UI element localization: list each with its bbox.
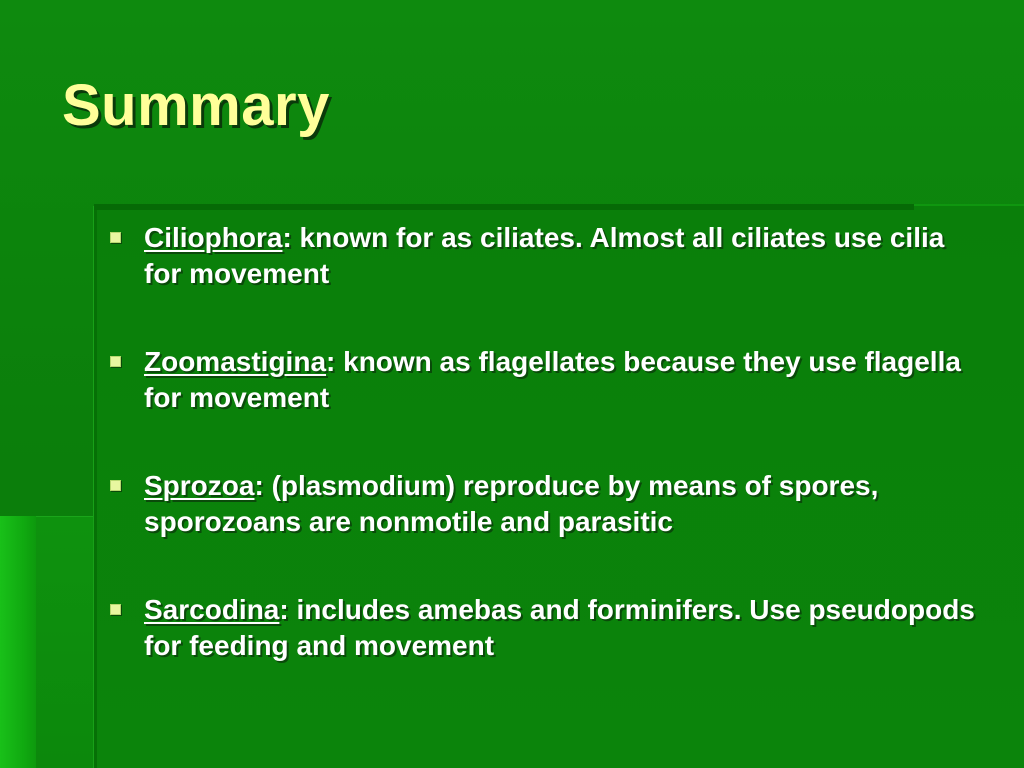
decorative-panel-left bbox=[0, 516, 40, 768]
slide-title: Summary bbox=[62, 73, 330, 138]
bullet-list bbox=[106, 220, 986, 716]
bullet-item bbox=[106, 344, 986, 416]
bullet-text: : includes amebas and forminifers. Use pseudopods for feeding and movement bbox=[144, 594, 975, 661]
bullet-item bbox=[106, 592, 986, 664]
bullet-text: : known as flagellates because they use flagella for movement bbox=[144, 346, 961, 413]
bullet-term: Sarcodina bbox=[144, 594, 280, 625]
bullet-term: Ciliophora bbox=[144, 222, 283, 253]
content-panel-topline bbox=[94, 204, 914, 210]
bullet-term: Sprozoa bbox=[144, 470, 255, 501]
bullet-item bbox=[106, 468, 986, 540]
bullet-term: Zoomastigina bbox=[144, 346, 327, 377]
square-bullet-icon bbox=[110, 604, 121, 615]
bullet-text: : (plasmodium) reproduce by means of spores, sporozoans are nonmotile and parasitic bbox=[144, 470, 879, 537]
bullet-item bbox=[106, 220, 986, 292]
square-bullet-icon bbox=[110, 232, 121, 243]
square-bullet-icon bbox=[110, 356, 121, 367]
bullet-text: : known for as ciliates. Almost all ciliates use cilia for movement bbox=[144, 222, 945, 289]
square-bullet-icon bbox=[110, 480, 121, 491]
